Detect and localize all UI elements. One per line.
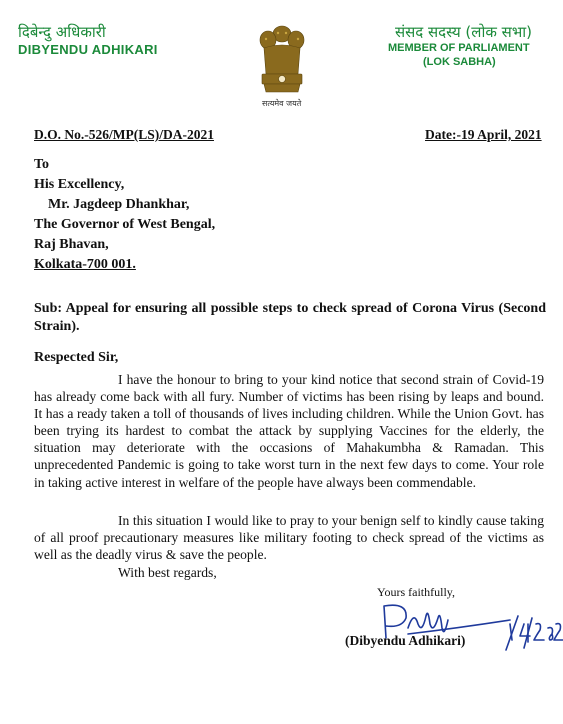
sender-title-house: (LOK SABHA) xyxy=(423,56,496,68)
address-line: Raj Bhavan, xyxy=(34,237,109,252)
national-emblem-icon xyxy=(254,22,310,104)
recipient-address xyxy=(34,155,215,275)
emblem-motto: सत्यमेव जयते xyxy=(262,99,302,108)
closing-phrase: Yours faithfully, xyxy=(377,585,456,599)
letter-body-continued xyxy=(34,512,544,563)
letter-date: Date:-19 April, 2021 xyxy=(425,127,542,142)
body-paragraph: I have the honour to bring to your kind notice that second strain of Covid-19 has already come back with all fury. Number of victims has been rising by leaps and bound. It has a ready taken a toll of thousands of lives including children. While the Union Govt. has been trying its hardest to combat the attack by supplying Vaccines for the elderly, the situation may deteriorate with the occasions of Mahakumbha & Ramadan. This unprecedented Pandemic is going to take worst turn in the next few days to come. Your role in taking active interest in welfare of the people have always been commendable. xyxy=(34,372,544,490)
sender-name-hindi: दिबेन्दु अधिकारी xyxy=(18,23,106,41)
address-line: Mr. Jagdeep Dhankhar, xyxy=(48,197,190,212)
address-line: The Governor of West Bengal, xyxy=(34,217,216,232)
address-line: His Excellency, xyxy=(34,177,125,192)
signatory-name: (Dibyendu Adhikari) xyxy=(345,633,466,648)
closing-regards: With best regards, xyxy=(118,565,217,580)
salutation: Respected Sir, xyxy=(34,350,119,365)
sender-title-hindi: संसद सदस्य (लोक सभा) xyxy=(395,23,533,41)
letter-subject: Sub: Appeal for ensuring all possible steps to check spread of Corona Virus (Second Strain). xyxy=(34,301,546,334)
sender-title-english: MEMBER OF PARLIAMENT xyxy=(388,42,530,54)
reference-number: D.O. No.-526/MP(LS)/DA-2021 xyxy=(34,127,214,142)
address-line: To xyxy=(34,157,50,172)
letter-body xyxy=(34,371,544,491)
body-paragraph: In this situation I would like to pray to your benign self to kindly cause taking of all proof precautionary measures like military footing to check spread of the victims as well as the deadly virus & save the people. xyxy=(34,513,544,563)
address-line: Kolkata-700 001. xyxy=(34,257,136,272)
sender-name-english: DIBYENDU ADHIKARI xyxy=(18,42,158,57)
